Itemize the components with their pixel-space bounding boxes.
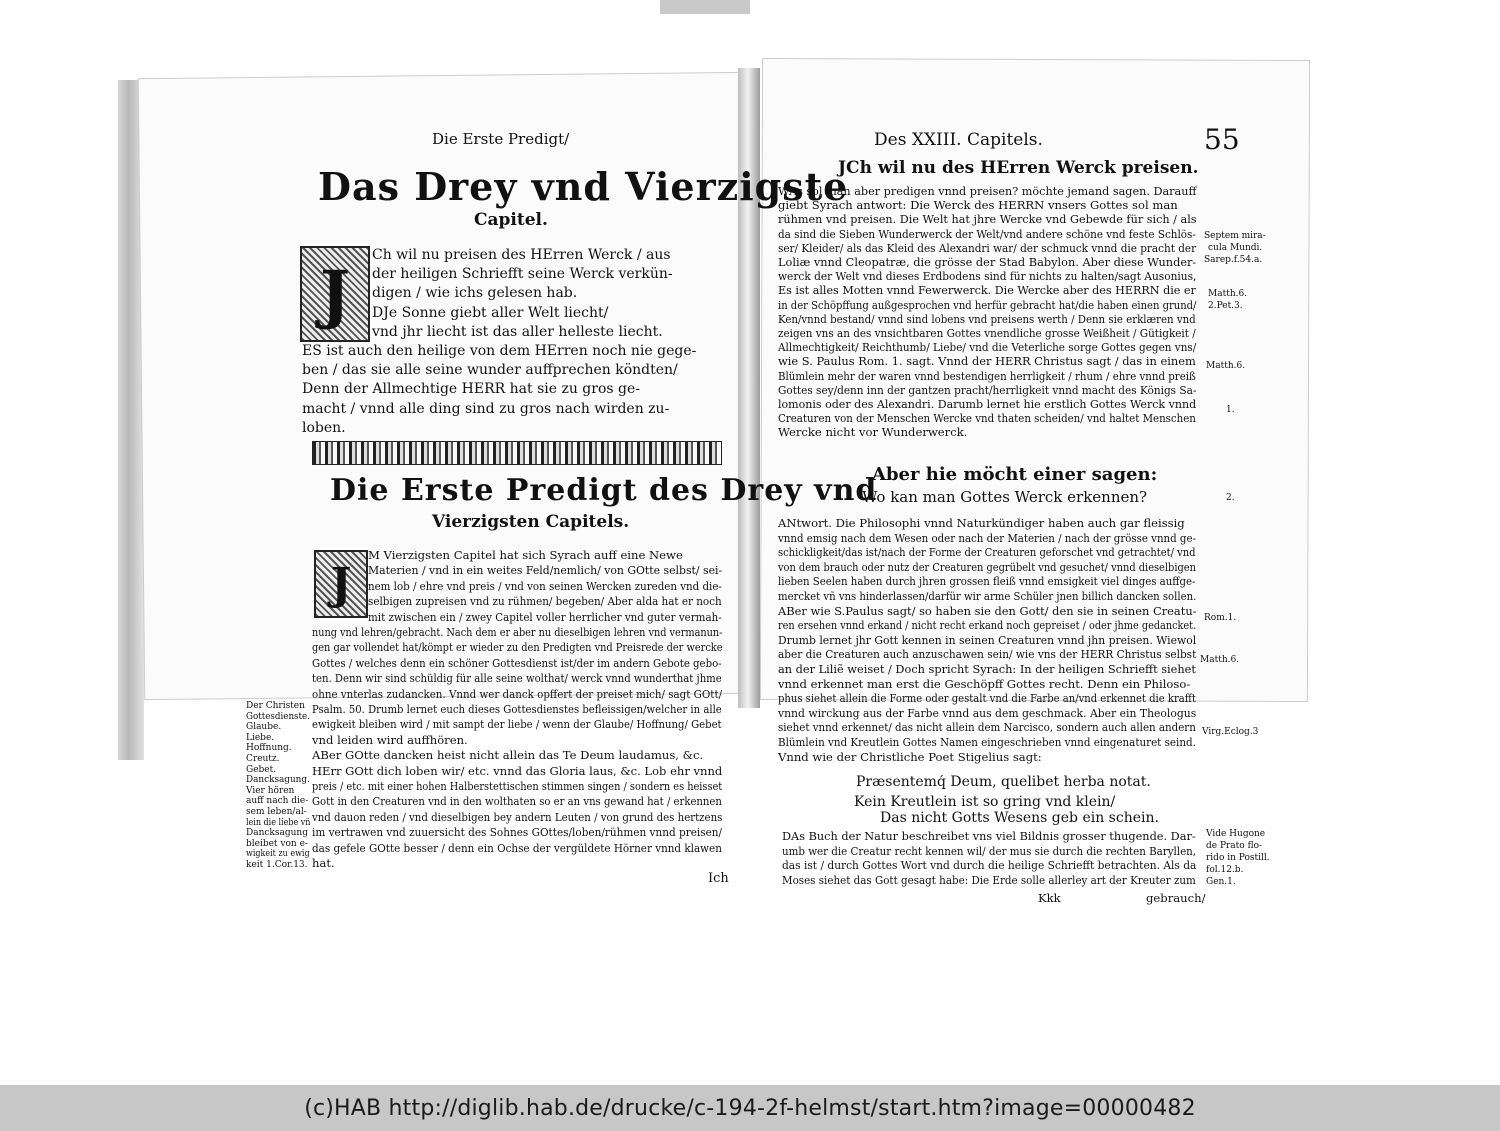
text-line: gen gar vollendet hat/kömpt er wieder zu den Predigten vnd Preisrede der wercke bbox=[312, 640, 723, 655]
text-line: in der Schöpffung außgesprochen vnd herfür gebracht hat/die haben einen grund/ bbox=[778, 297, 1197, 312]
text-line: ABer GOtte dancken heist nicht allein das Te Deum laudamus, &c. bbox=[312, 748, 704, 763]
text-line: HErr GOtt dich loben wir/ etc. vnnd das Gloria laus, &c. Lob ehr vnnd bbox=[312, 763, 723, 778]
text-line: ABer wie S.Paulus sagt/ so haben sie den Gott/ den sie in seinen Creatu- bbox=[778, 603, 1197, 618]
text-line: hat. bbox=[312, 856, 335, 870]
text-line: Moses siehet das Gott gesagt habe: Die Erde solle allerley art der Kreuter zum bbox=[782, 872, 1196, 887]
text-line: das gefele GOtte besser / denn ein Ochse der vergüldete Hörner vnnd klawen bbox=[312, 840, 722, 855]
text-line: der heiligen Schriefft seine Werck verkün- bbox=[372, 266, 673, 283]
text-line: Gottes sey/denn inn der gantzen pracht/herrligkeit vnnd macht des Königs Sa- bbox=[778, 382, 1197, 397]
text-line: ohne vnterlas zudancken. Vnnd wer danck opffert der preiset mich/ sagt GOtt/ bbox=[312, 686, 723, 701]
text-line: keit 1.Cor.13. bbox=[246, 860, 308, 870]
text-line: Denn der Allmechtige HERR hat sie zu gros ge- bbox=[302, 381, 641, 398]
text-line: Hoffnung. bbox=[246, 743, 292, 754]
chapter-word: Capitel. bbox=[474, 210, 548, 230]
text-line: ren ersehen vnnd erkand / nicht recht erkand noch gepreiset / oder jhme gedancket. bbox=[778, 618, 1197, 633]
margin-note: Matth.6. bbox=[1208, 289, 1248, 299]
text-line: DJe Sonne giebt aller Welt liecht/ bbox=[372, 304, 609, 321]
text-line: von dem brauch oder nutz der Creaturen gegrübelt vnd gesuchet/ vnnd dieselbigen bbox=[778, 559, 1196, 574]
text-line: loben. bbox=[302, 419, 346, 436]
margin-note: Matth.6. bbox=[1200, 655, 1240, 665]
text-line: sem leben/al- bbox=[246, 807, 307, 817]
text-line: Gebet. bbox=[246, 764, 277, 775]
text-line: Dancksagung bbox=[246, 828, 308, 839]
text-line: schickligkeit/das ist/nach der Forme der Creaturen geforschet vnd getrachtet/ vnd bbox=[778, 545, 1196, 560]
text-line: auff nach die- bbox=[246, 796, 309, 807]
sermon-initial: J bbox=[314, 550, 368, 618]
text-line: Glaube. bbox=[246, 722, 282, 733]
text-line: werck der Welt vnd dieses Erdbodens sind für nichts zu halten/sagt Ausonius, bbox=[778, 269, 1197, 284]
text-line: giebt Syrach antwort: Die Werck des HERRN vnsers Gottes sol man bbox=[778, 198, 1178, 213]
text-line: an der Liliẽ weiset / Doch spricht Syrach: In der heiligen Schriefft siehet bbox=[778, 662, 1196, 676]
text-line: DAs Buch der Natur beschreibet vns viel Bildnis grosser thugende. Dar- bbox=[782, 829, 1196, 843]
signature-mark: Kkk bbox=[1038, 891, 1061, 905]
text-line: Materien / vnd in ein weites Feld/nemlich/ von GOtte selbst/ sei- bbox=[368, 563, 723, 578]
text-line: Creaturen von der Menschen Wercke vnd thaten scheiden/ vnd haltet Menschen bbox=[778, 411, 1196, 426]
margin-note: Matth.6. bbox=[1206, 361, 1246, 371]
text-line: macht / vnnd alle ding sind zu gros nach wirden zu- bbox=[302, 400, 670, 417]
text-line: da sind die Sieben Wunderwerck der Welt/vnd andere schöne vnd feste Schlös- bbox=[778, 226, 1196, 241]
text-line: digen / wie ichs gelesen hab. bbox=[372, 285, 578, 302]
right-running-head: Des XXIII. Capitels. bbox=[874, 130, 1043, 150]
margin-note: fol.12.b. bbox=[1206, 865, 1244, 875]
margin-note: 2. bbox=[1226, 493, 1235, 503]
page-number: 55 bbox=[1204, 123, 1240, 156]
text-line: ser/ Kleider/ als das Kleid des Alexandri war/ der schmuck vnnd die pracht der bbox=[778, 240, 1197, 255]
footer-bar bbox=[0, 1085, 1500, 1131]
text-line: ten. Denn wir sind schüldig für alle seine wolthat/ werck vnnd wunderthat jhme bbox=[312, 671, 722, 686]
text-line: Gottes / welches denn ein schöner Gottesdienst ist/der im andern Gebote gebo- bbox=[312, 655, 722, 670]
text-line: im vertrawen vnd zuuersicht des Sohnes GOttes/loben/rühmen vnnd preisen/ bbox=[312, 825, 723, 840]
text-line: Ch wil nu preisen des HErren Werck / aus bbox=[372, 247, 671, 263]
text-line: Blümlein mehr der waren vnnd bestendigen herrligkeit / rhum / ehre vnnd preiß bbox=[778, 368, 1196, 383]
text-line: mercket vñ vns hinderlassen/darfür wir arme Schüler jnen billich dancken sollen. bbox=[778, 589, 1197, 603]
text-line: Vier hören bbox=[246, 785, 295, 796]
text-line: Allmechtigkeit/ Reichthumb/ Liebe/ vnd die Veterliche sorge Gottes gegen vns/ bbox=[778, 340, 1197, 355]
sermon-title-2: Vierzigsten Capitels. bbox=[432, 512, 630, 532]
right-heading: JCh wil nu des HErren Werck preisen. bbox=[838, 158, 1199, 178]
text-line: Wercke nicht vor Wunderwerck. bbox=[778, 425, 968, 440]
text-line: Loliæ vnnd Cleopatræ, die grösse der Stad Babylon. Aber diese Wunder- bbox=[778, 255, 1197, 269]
text-line: vnd leiden wird auffhören. bbox=[312, 732, 468, 747]
text-line: siehet vnnd erkennet/ das nicht allein dem Narcisco, sondern auch allen andern bbox=[778, 720, 1196, 735]
text-line: rühmen vnd preisen. Die Welt hat jhre Wercke vnd Gebewde für sich / als bbox=[778, 212, 1197, 227]
question-subheading: Wo kan man Gottes Werck erkennen? bbox=[862, 488, 1148, 506]
margin-note: Rom.1. bbox=[1204, 613, 1237, 623]
margin-note: Gen.1. bbox=[1206, 877, 1236, 887]
latin-verse: Præsentemq́ Deum, quelibet herba notat. bbox=[856, 774, 1151, 790]
margin-note: rido in Postill. bbox=[1206, 853, 1270, 863]
copyright-url: (c)HAB http://diglib.hab.de/drucke/c-194-2f-helmst/start.htm?image=00000482 bbox=[304, 1095, 1196, 1121]
margin-note: 1. bbox=[1226, 405, 1235, 415]
text-line: nung vnd lehren/gebracht. Nach dem er aber nu dieselbigen lehren vnd vermanun- bbox=[312, 625, 723, 639]
text-line: bleibet von e- bbox=[246, 838, 308, 849]
text-line: mit zwischen ein / zwey Capitel voller herrlicher vnd guter vermah- bbox=[368, 609, 722, 624]
text-line: Liebe. bbox=[246, 732, 275, 743]
margin-note: Virg.Eclog.3 bbox=[1202, 727, 1259, 737]
text-line: vnnd emsig nach dem Wesen oder nach der Materien / nach der grösse vnnd ge- bbox=[778, 530, 1196, 545]
margin-note: cula Mundi. bbox=[1208, 243, 1263, 253]
decorated-initial: J bbox=[300, 246, 370, 342]
text-line: Drumb lernet jhr Gott kennen in seinen Creaturen vnnd jhn preisen. Wiewol bbox=[778, 632, 1197, 647]
text-line: Ken/vnnd bestand/ vnnd sind lobens vnd preisens werth / Denn sie erklæren vnd bbox=[778, 311, 1196, 326]
text-line: Dancksagung. bbox=[246, 775, 310, 786]
text-line: wie S. Paulus Rom. 1. sagt. Vnnd der HERR Christus sagt / das in einem bbox=[778, 354, 1196, 369]
margin-note: Septem mira- bbox=[1204, 231, 1266, 241]
margin-note: 2.Pet.3. bbox=[1208, 301, 1243, 311]
left-catchword: Ich bbox=[708, 871, 729, 886]
margin-note: de Prato flo- bbox=[1206, 841, 1263, 851]
text-line: aber die Creaturen auch anzuschawen sein/ wie vns der HERR Christus selbst bbox=[778, 647, 1197, 662]
text-line: ewigkeit bleiben wird / mit sampt der liebe / wenn der Glaube/ Hoffnung/ Gebet bbox=[312, 717, 722, 732]
text-line: ES ist auch den heilige von dem HErren noch nie gege- bbox=[302, 343, 697, 359]
text-line: M Vierzigsten Capitel hat sich Syrach auff eine Newe bbox=[368, 548, 683, 562]
text-line: vnd dauon reden / vnd dieselbigen bey andern Leuten / von grund des hertzens bbox=[312, 809, 723, 824]
text-line: ANtwort. Die Philosophi vnnd Naturkündiger haben auch gar fleissig bbox=[778, 516, 1185, 530]
text-line: Gott in den Creaturen vnd in den wolthaten so er an vns gewand hat / erkennen bbox=[312, 794, 722, 809]
text-line: Psalm. 50. Drumb lernet euch dieses Gottesdienstes befleissigen/welcher in alle bbox=[312, 702, 722, 716]
text-line: vnnd erkennet man erst die Geschöpff Gottes recht. Denn ein Philoso- bbox=[778, 676, 1191, 691]
question-heading: Aber hie möcht einer sagen: bbox=[872, 464, 1158, 485]
scanner-gutter bbox=[660, 0, 750, 14]
margin-note: Sarep.f.54.a. bbox=[1204, 255, 1263, 265]
text-line: preis / etc. mit einer hohen Halberstettischen stimmen singen / sondern es heisset bbox=[312, 779, 723, 793]
text-line: lieben Seelen haben durch jhren grossen fleiß vnnd emsigkeit viel dinges auffge- bbox=[778, 574, 1196, 589]
text-line: zeigen vns an des vnsichtbaren Gottes vnendliche grosse Weißheit / Gütigkeit / bbox=[778, 326, 1196, 340]
text-line: Der Christen bbox=[246, 701, 305, 711]
text-line: Blümlein vnd Kreutlein Gottes Namen eingeschrieben vnnd eingenaturet seind. bbox=[778, 735, 1196, 749]
text-line: lomonis oder des Alexandri. Darumb lernet hie erstlich Gottes Werck vnnd bbox=[778, 397, 1197, 411]
margin-note: Vide Hugone bbox=[1206, 829, 1266, 839]
verse-line-2: Das nicht Gotts Wesens geb ein schein. bbox=[880, 810, 1159, 826]
text-line: Vnnd wie der Christliche Poet Stigelius sagt: bbox=[778, 749, 1042, 764]
text-line: Gottesdienste. bbox=[246, 711, 311, 722]
text-line: Es ist alles Motten vnnd Fewerwerck. Die Wercke aber des HERRN die er bbox=[778, 283, 1196, 298]
left-running-head: Die Erste Predigt/ bbox=[432, 130, 570, 148]
text-line: wigkeit zu ewig bbox=[246, 849, 310, 860]
ornamental-border bbox=[312, 441, 722, 465]
verse-line-1: Kein Kreutlein ist so gring vnd klein/ bbox=[854, 794, 1116, 810]
text-line: vnd jhr liecht ist das aller helleste liecht. bbox=[372, 323, 663, 340]
chapter-title: Das Drey vnd Vierzigste bbox=[318, 164, 849, 209]
text-line: vnnd wirckung aus der Farbe vnnd aus dem geschmack. Aber ein Theologus bbox=[778, 705, 1197, 720]
text-line: umb wer die Creatur recht kennen wil/ der mus sie durch die rechten Baryllen, bbox=[782, 843, 1197, 858]
text-line: WAs sol man aber predigen vnnd preisen? möchte jemand sagen. Darauff bbox=[778, 184, 1197, 198]
text-line: phus siehet allein die Forme oder gestalt vnd die Farbe an/vnd erkennet die krafft bbox=[778, 691, 1196, 706]
text-line: ben / das sie alle seine wunder auffprechen köndten/ bbox=[302, 362, 678, 379]
sermon-title: Die Erste Predigt des Drey vnd bbox=[330, 473, 878, 508]
text-line: selbigen zupreisen vnd zu rühmen/ begeben/ Aber alda hat er noch bbox=[368, 594, 722, 609]
text-line: nem lob / ehre vnd preis / vnd von seinen Wercken zureden vnd die- bbox=[368, 578, 722, 593]
right-catchword: gebrauch/ bbox=[1146, 891, 1206, 905]
text-line: lein die liebe vñ bbox=[246, 817, 311, 828]
text-line: das ist / durch Gottes Wort vnd durch die heilige Schriefft betrachten. Als da bbox=[782, 858, 1197, 873]
text-line: Creutz. bbox=[246, 754, 280, 764]
